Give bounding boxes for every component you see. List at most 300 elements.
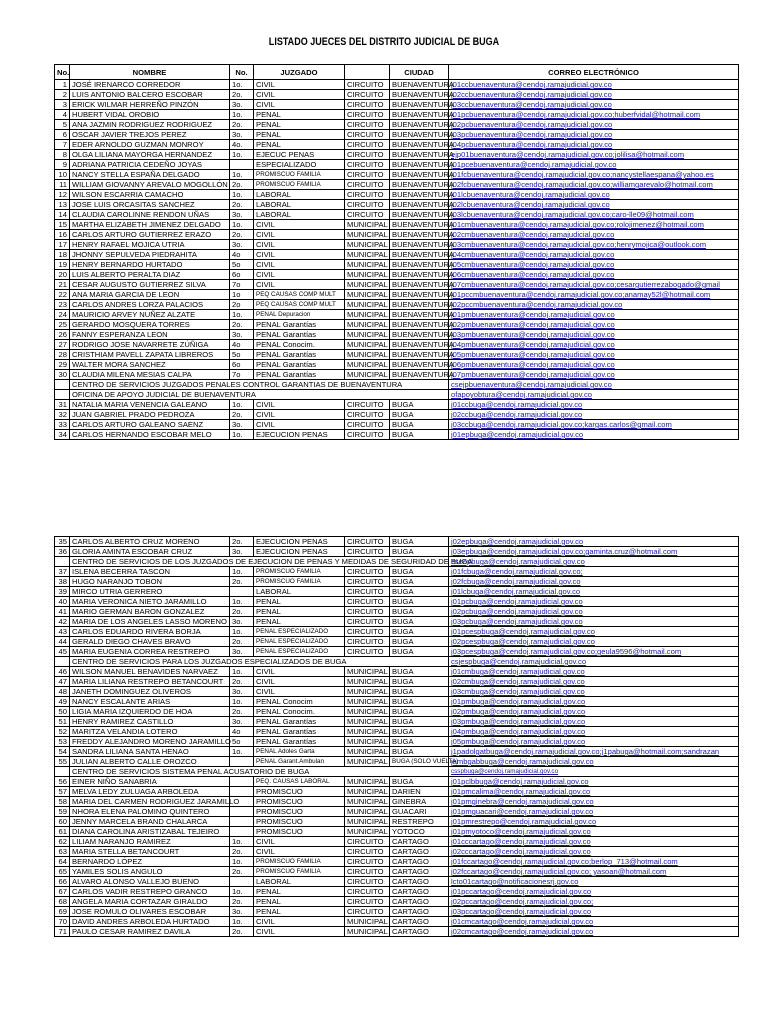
court-type: CIVIL	[254, 250, 345, 260]
judge-name: LILIAM NARANJO RAMIREZ	[70, 837, 230, 847]
email[interactable]: j03ccbuga@cendoj.ramajudicial.gov.co;kargas.carlos@gmail.com	[449, 420, 739, 430]
table-row	[55, 827, 739, 837]
row-number: 33	[55, 420, 70, 430]
email[interactable]: j01fccartago@cendoj.ramajudicial.gov.co;berlop_713@hotmail.com	[449, 857, 739, 867]
court-level: MUNICIPAL	[345, 737, 390, 747]
court-type: CIVIL	[254, 677, 345, 687]
email[interactable]: j02cmbuga@cendoj.ramajudicial.gov.co	[449, 677, 739, 687]
city: BUENAVENTURA	[390, 370, 449, 380]
court-number: 1o.	[230, 567, 254, 577]
city: BUGA	[390, 420, 449, 430]
court-level: CIRCUITO	[345, 190, 390, 200]
row-number: 16	[55, 230, 70, 240]
email[interactable]: j02fccartago@cendoj.ramajudicial.gov.co; yasoan@hotmail.com	[449, 867, 739, 877]
judge-name: HUBERT VIDAL OROBIO	[70, 110, 230, 120]
table-row	[55, 567, 739, 577]
court-level: CIRCUITO	[345, 637, 390, 647]
row-number: 50	[55, 707, 70, 717]
email[interactable]: j01pmginebra@cendoj.ramajudicial.gov.co	[449, 797, 739, 807]
email[interactable]: j01pmbuga@cendoj.ramajudicial.gov.co	[449, 697, 739, 707]
court-type: PROMISCUO FAMILIA	[254, 577, 345, 587]
row-number: 14	[55, 210, 70, 220]
email[interactable]: j01pcbuga@cendoj.ramajudicial.gov.co	[449, 597, 739, 607]
service-center-email[interactable]: cseepbuga@cendoj.ramajudicial.gov.co	[449, 557, 739, 567]
table-row	[55, 817, 739, 827]
judge-name: MARIA LILIANA RESTREPO BETANCOURT	[70, 677, 230, 687]
row-number: 19	[55, 260, 70, 270]
service-center-email[interactable]: csejpbuenaventura@cendoj.ramajudicial.gov.co	[449, 380, 739, 390]
email[interactable]: j02epbuga@cendoj.ramajudicial.gov.co	[449, 537, 739, 547]
email[interactable]: j01cccartago@cendoj.ramajudicial.gov.co	[449, 837, 739, 847]
court-level: MUNICIPAL	[345, 707, 390, 717]
court-type: CIVIL	[254, 240, 345, 250]
email[interactable]: j06cmbuenaventura@cendoj.ramajudicial.gov.co	[449, 270, 739, 280]
city: BUENAVENTURA	[390, 150, 449, 160]
court-number: 2o.	[230, 230, 254, 240]
court-level: CIRCUITO	[345, 100, 390, 110]
court-type: CIVIL	[254, 270, 345, 280]
row-number: 10	[55, 170, 70, 180]
email[interactable]: j01lcbuenaventura@cendoj.ramajudicial.gov.co	[449, 190, 739, 200]
table-row	[55, 907, 739, 917]
city: CARTAGO	[390, 917, 449, 927]
court-number: 1o.	[230, 170, 254, 180]
judge-name: EINER NIÑO SANABRIA	[70, 777, 230, 787]
email[interactable]: j01pccmbuenaventura@cendoj.ramajudicial.gov.co;anamay52l@hotmail.com	[449, 290, 739, 300]
email[interactable]: j01lcbuga@cendoj.ramajudicial.gov.co	[449, 587, 739, 597]
court-type: LABORAL	[254, 190, 345, 200]
header-no: No.	[55, 65, 70, 80]
service-center-email[interactable]: csspbuga@cendoj.ramajudicial.gov.co	[449, 767, 739, 777]
row-number: 39	[55, 587, 70, 597]
court-number: 3o.	[230, 210, 254, 220]
court-number: 1o.	[230, 697, 254, 707]
email[interactable]: j01pmrestrepo@cendoj.ramajudicial.gov.co	[449, 817, 739, 827]
email[interactable]: j02pcbuga@cendoj.ramajudicial.gov.co	[449, 607, 739, 617]
email[interactable]: j01cmbuenaventura@cendoj.ramajudicial.gov.co;rolojimenez@hotmail.com	[449, 220, 739, 230]
table-row	[55, 90, 739, 100]
city: BUENAVENTURA	[390, 240, 449, 250]
email[interactable]: j05cmbuenaventura@cendoj.ramajudicial.gov.co	[449, 260, 739, 270]
court-number: 3o.	[230, 547, 254, 557]
judge-name: WILSON ESCARRIA CAMACHO	[70, 190, 230, 200]
row-number: 70	[55, 917, 70, 927]
court-level: MUNICIPAL	[345, 330, 390, 340]
city: BUGA	[390, 637, 449, 647]
court-number: 3o.	[230, 687, 254, 697]
court-type: CIVIL	[254, 927, 345, 937]
judge-name: YAMILES SOLIS ANGULO	[70, 867, 230, 877]
email[interactable]: j01pcbuenaventura@cendoj.ramajudicial.gov.co;huberfvidal@hotmail.com	[449, 110, 739, 120]
office-label: OFICINA DE APOYO JUDICIAL DE BUENAVENTURA	[70, 390, 449, 400]
court-level: MUNICIPAL	[345, 310, 390, 320]
court-type: PEQ CAUSAS COMP MULT	[254, 300, 345, 310]
email[interactable]: j02fcbuenaventura@cendoj.ramajudicial.gov.co;williamgarevalo@hotmail.com	[449, 180, 739, 190]
court-type: CIVIL	[254, 410, 345, 420]
email[interactable]: j03pcbuenaventura@cendoj.ramajudicial.gov.co	[449, 130, 739, 140]
city: BUGA	[390, 707, 449, 717]
table-row	[55, 270, 739, 280]
judge-name: MARIA DE LOS ANGELES LASSO MORENO	[70, 617, 230, 627]
court-number: 1o.	[230, 597, 254, 607]
court-number: 2o.	[230, 677, 254, 687]
table-row	[55, 200, 739, 210]
email[interactable]: j02ccbuga@cendoj.ramajudicial.gov.co	[449, 410, 739, 420]
city: GINEBRA	[390, 797, 449, 807]
court-number: 1o.	[230, 310, 254, 320]
judge-name: FREDDY ALEJANDRO MORENO JARAMILLO	[70, 737, 230, 747]
court-level: CIRCUITO	[345, 110, 390, 120]
judges-table-part-1	[54, 64, 739, 440]
court-number: 3o.	[230, 100, 254, 110]
judge-name: NANCY STELLA ESPAÑA DELGADO	[70, 170, 230, 180]
judge-name: CLAUDIA CAROLINNE RENDON UÑAS	[70, 210, 230, 220]
row-number: 57	[55, 787, 70, 797]
court-number	[230, 877, 254, 887]
email[interactable]: j03pmbuenaventura@cendoj.ramajudicial.gov.co	[449, 330, 739, 340]
table-row	[55, 707, 739, 717]
row-number: 56	[55, 777, 70, 787]
table-row	[55, 80, 739, 90]
email[interactable]: j02pmbuga@cendoj.ramajudicial.gov.co	[449, 707, 739, 717]
court-number: 1o.	[230, 627, 254, 637]
court-level: MUNICIPAL	[345, 340, 390, 350]
court-number: 4o	[230, 340, 254, 350]
court-number: 1o.	[230, 747, 254, 757]
court-type: PROMISCUO FAMILIA	[254, 180, 345, 190]
judge-name: LUIS ANTONIO BALCERO ESCOBAR	[70, 90, 230, 100]
judge-name: HENRY RAFAEL MOJICA UTRIA	[70, 240, 230, 250]
court-level: MUNICIPAL	[345, 727, 390, 737]
email[interactable]: j02pccmbuenaventura@cendoj.ramajudicial.gov.co	[449, 300, 739, 310]
court-level: CIRCUITO	[345, 160, 390, 170]
header-no-2: No.	[230, 65, 254, 80]
court-level: CIRCUITO	[345, 430, 390, 440]
court-number: 1o	[230, 290, 254, 300]
court-number: 2o.	[230, 847, 254, 857]
table-row	[55, 787, 739, 797]
judge-name: JULIAN ALBERTO CALLE OROZCO	[70, 757, 230, 767]
city: BUENAVENTURA	[390, 270, 449, 280]
court-level: CIRCUITO	[345, 847, 390, 857]
city: BUENAVENTURA	[390, 170, 449, 180]
court-number: 3o.	[230, 420, 254, 430]
court-type: PROMISCUO	[254, 817, 345, 827]
court-type: PENAL Depuracion	[254, 310, 345, 320]
table-row	[55, 637, 739, 647]
city: BUGA (SOLO VUELTA)	[390, 757, 449, 767]
row-number: 61	[55, 827, 70, 837]
email[interactable]: j01ccbuenaventura@cendoj.ramajudicial.gov.co	[449, 80, 739, 90]
table-row	[55, 547, 739, 557]
city: BUENAVENTURA	[390, 100, 449, 110]
table-row	[55, 697, 739, 707]
court-type: CIVIL	[254, 847, 345, 857]
court-type: PENAL ESPECIALIZADO	[254, 647, 345, 657]
judge-name: ANA JAZMIN RODRIGUEZ RODRIGUEZ	[70, 120, 230, 130]
court-level: CIRCUITO	[345, 547, 390, 557]
court-number: 1o.	[230, 150, 254, 160]
court-number	[230, 777, 254, 787]
row-number: 47	[55, 677, 70, 687]
email[interactable]: j02fcbuga@cendoj.ramajudicial.gov.co	[449, 577, 739, 587]
email[interactable]: j04pmbuenaventura@cendoj.ramajudicial.gov.co	[449, 340, 739, 350]
table-row	[55, 627, 739, 637]
email[interactable]: j02cmcartago@cendoj.ramajudicial.gov.co	[449, 927, 739, 937]
service-center-label: CENTRO DE SERVICIOS DE LOS JUZGADOS DE EJECUCION DE PENAS Y MEDIDAS DE SEGURIDAD DE BUGA	[70, 557, 449, 567]
row-number: 46	[55, 667, 70, 677]
email[interactable]: j02lcbuenaventura@cendoj.ramajudicial.gov.co	[449, 200, 739, 210]
court-number: 4o.	[230, 140, 254, 150]
court-level: MUNICIPAL	[345, 717, 390, 727]
city: BUENAVENTURA	[390, 120, 449, 130]
table-row	[55, 170, 739, 180]
city: BUGA	[390, 537, 449, 547]
email[interactable]: j03pcbuga@cendoj.ramajudicial.gov.co	[449, 617, 739, 627]
email[interactable]: ejp01buenaventura@cendoj.ramajudicial.gov.co;jolilisa@hotmail.com	[449, 150, 739, 160]
email[interactable]: j02cccartago@cendoj.ramajudicial.gov.co	[449, 847, 739, 857]
row-number: 54	[55, 747, 70, 757]
table-row	[55, 150, 739, 160]
city: BUENAVENTURA	[390, 140, 449, 150]
email[interactable]: j01ccbuga@cendoj.ramajudicial.gov.co	[449, 400, 739, 410]
row-number: 37	[55, 567, 70, 577]
court-level: CIRCUITO	[345, 210, 390, 220]
email[interactable]: j01epbuga@cendoj.ramajudicial.gov.co	[449, 430, 739, 440]
row-number: 18	[55, 250, 70, 260]
row-number: 59	[55, 807, 70, 817]
court-number: 1o.	[230, 220, 254, 230]
email[interactable]: j01pmcalima@cendoj.ramajudicial.gov.co	[449, 787, 739, 797]
table-row	[55, 180, 739, 190]
city: CARTAGO	[390, 847, 449, 857]
table-row	[55, 717, 739, 727]
row-number: 41	[55, 607, 70, 617]
judge-name: JOSÉ IRENARCO CORREDOR	[70, 80, 230, 90]
city: BUENAVENTURA	[390, 180, 449, 190]
court-type: PENAL	[254, 120, 345, 130]
table-row	[55, 120, 739, 130]
email[interactable]: j05pmbuga@cendoj.ramajudicial.gov.co	[449, 737, 739, 747]
email[interactable]: j01pclbbuga@cendoj.ramajudicial.gov.co	[449, 777, 739, 787]
row-number: 5	[55, 120, 70, 130]
judge-name: CESAR AUGUSTO GUTIERREZ SILVA	[70, 280, 230, 290]
judge-name: ERICK WILMAR HERREÑO PINZÓN	[70, 100, 230, 110]
table-row	[55, 230, 739, 240]
email[interactable]: lcto01cartago@notificacionesrj.gov.co	[449, 877, 739, 887]
court-type: PENAL	[254, 887, 345, 897]
email[interactable]: j01pcespbuga@cendoj.ramajudicial.gov.co	[449, 627, 739, 637]
row-number: 40	[55, 597, 70, 607]
judge-name: GERARDO MOSQUERA TORRES	[70, 320, 230, 330]
email[interactable]: j01pmyotoco@cendoj.ramajudicial.gov.co	[449, 827, 739, 837]
court-number: 4o	[230, 727, 254, 737]
email[interactable]: j02pcbuenaventura@cendoj.ramajudicial.gov.co	[449, 120, 739, 130]
court-type: LABORAL	[254, 587, 345, 597]
email[interactable]: j03lcbuenaventura@cendoj.ramajudicial.gov.co;caro-lle09@hotmail.com	[449, 210, 739, 220]
email[interactable]: j03ccbuenaventura@cendoj.ramajudicial.gov.co	[449, 100, 739, 110]
city: BUENAVENTURA	[390, 350, 449, 360]
city: BUGA	[390, 547, 449, 557]
email[interactable]: j03epbuga@cendoj.ramajudicial.gov.co;gaminta.cruz@hotmail.com	[449, 547, 739, 557]
city: BUGA	[390, 567, 449, 577]
city: CARTAGO	[390, 867, 449, 877]
judge-name: RODRIGO JOSE NAVARRETE ZÚÑIGA	[70, 340, 230, 350]
court-number: 5o	[230, 737, 254, 747]
table-row	[55, 160, 739, 170]
email[interactable]: j04pcbuenaventura@cendoj.ramajudicial.gov.co	[449, 140, 739, 150]
document-title: LISTADO JUECES DEL DISTRITO JUDICIAL DE BUGA	[268, 36, 500, 48]
row-number: 52	[55, 727, 70, 737]
city: DARIEN	[390, 787, 449, 797]
court-level: MUNICIPAL	[345, 697, 390, 707]
email[interactable]: j03pccartago@cendoj.ramajudicial.gov.co	[449, 907, 739, 917]
email[interactable]: j03pcespbuga@cendoj.ramajudicial.gov.co;geula9596@hotmail.com	[449, 647, 739, 657]
office-email[interactable]: ofapoyobtura@cendoj.ramajudicial.gov.co	[449, 390, 739, 400]
email[interactable]: j06pmbuenaventura@cendoj.ramajudicial.gov.co	[449, 360, 739, 370]
table-row	[55, 290, 739, 300]
court-type: LABORAL	[254, 877, 345, 887]
email[interactable]: j01pmguacari@cendoj.ramajudicial.gov.co	[449, 807, 739, 817]
judge-name: ANA MARIA GARCIA DE LEON	[70, 290, 230, 300]
judge-name: OLGA LILIANA MAYORGA HERNANDEZ	[70, 150, 230, 160]
email[interactable]: j07pmbuenaventura@cendoj.ramajudicial.gov.co	[449, 370, 739, 380]
court-type: PROMISCUO	[254, 787, 345, 797]
service-center-label: CENTRO DE SERVICIOS SISTEMA PENAL ACUSATORIO DE BUGA	[70, 767, 449, 777]
city: BUENAVENTURA	[390, 330, 449, 340]
email[interactable]: j1padolgatbuga@cendoj.ramajudicial.gov.co;j1pabuga@hotmail.com;sandrazan	[449, 747, 739, 757]
row-number: 43	[55, 627, 70, 637]
table-row	[55, 340, 739, 350]
court-number	[230, 817, 254, 827]
email[interactable]: jambgabbuga@cendoj.ramajudicial.gov.co	[449, 757, 739, 767]
email[interactable]: j01fcbuga@cendoj.ramajudicial.gov.co;	[449, 567, 739, 577]
row-number: 67	[55, 887, 70, 897]
email[interactable]: j01cmbuga@cendoj.ramajudicial.gov.co	[449, 667, 739, 677]
judge-name: ALVARO ALONSO VALLEJO BUENO	[70, 877, 230, 887]
table-row	[55, 747, 739, 757]
court-number: 6o	[230, 360, 254, 370]
table-row	[55, 877, 739, 887]
row-number: 42	[55, 617, 70, 627]
judge-name: CARLOS ARTURO GUTIERREZ ERAZO	[70, 230, 230, 240]
table-row	[55, 360, 739, 370]
court-type: EJECUCION PENAS	[254, 547, 345, 557]
email[interactable]: j01cmcartago@cendoj.ramajudicial.gov.co	[449, 917, 739, 927]
table-row	[55, 617, 739, 627]
email[interactable]: j01fcbuenaventura@cendoj.ramajudicial.gov.co;nancystellaespana@yahoo.es	[449, 170, 739, 180]
email[interactable]: j03cmbuga@cendoj.ramajudicial.gov.co	[449, 687, 739, 697]
email[interactable]: j02pmbuenaventura@cendoj.ramajudicial.gov.co	[449, 320, 739, 330]
court-type: PROMISCUO FAMILIA	[254, 170, 345, 180]
court-number: 1o.	[230, 917, 254, 927]
table-row	[55, 687, 739, 697]
email[interactable]: j05pmbuenaventura@cendoj.ramajudicial.gov.co	[449, 350, 739, 360]
service-center-email[interactable]: csjespbuga@cendoj.ramajudicial.gov.co	[449, 657, 739, 667]
court-type: PENAL	[254, 110, 345, 120]
judge-name: HENRY RAMIREZ CASTILLO	[70, 717, 230, 727]
email[interactable]: j02pcespbuga@cendoj.ramajudicial.gov.co	[449, 637, 739, 647]
email[interactable]: j01pccartago@cendoj.ramajudicial.gov.co	[449, 887, 739, 897]
judge-name: CARLOS HERNANDO ESCOBAR MELO	[70, 430, 230, 440]
table-row	[55, 140, 739, 150]
court-level: CIRCUITO	[345, 537, 390, 547]
court-type: PROMISCUO FAMILIA	[254, 567, 345, 577]
judge-name: DIANA CAROLINA ARISTIZABAL TEJEIRO	[70, 827, 230, 837]
judge-name: CRISTHIAM PAVELL ZAPATA LIBREROS	[70, 350, 230, 360]
email[interactable]: j01pmbuenaventura@cendoj.ramajudicial.gov.co	[449, 310, 739, 320]
court-type: PENAL	[254, 130, 345, 140]
city: BUGA	[390, 607, 449, 617]
court-number	[230, 827, 254, 837]
table-row	[55, 727, 739, 737]
city: BUGA	[390, 667, 449, 677]
city: CARTAGO	[390, 877, 449, 887]
court-number: 2o.	[230, 927, 254, 937]
court-level: MUNICIPAL	[345, 677, 390, 687]
email[interactable]: j02ccbuenaventura@cendoj.ramajudicial.gov.co	[449, 90, 739, 100]
judge-name: MARIO GERMAN BARON GONZALEZ	[70, 607, 230, 617]
court-number: 1o.	[230, 110, 254, 120]
court-level: MUNICIPAL	[345, 280, 390, 290]
city: BUGA	[390, 697, 449, 707]
court-level: CIRCUITO	[345, 420, 390, 430]
court-level: CIRCUITO	[345, 140, 390, 150]
email[interactable]: j03cmbuenaventura@cendoj.ramajudicial.gov.co;henrymojica@outlook.com	[449, 240, 739, 250]
court-level: CIRCUITO	[345, 587, 390, 597]
court-level: MUNICIPAL	[345, 757, 390, 767]
city: BUENAVENTURA	[390, 220, 449, 230]
email[interactable]: j02cmbuenaventura@cendoj.ramajudicial.gov.co	[449, 230, 739, 240]
court-number: 1o.	[230, 190, 254, 200]
court-level: MUNICIPAL	[345, 290, 390, 300]
court-number	[230, 757, 254, 767]
court-number: 2o.	[230, 320, 254, 330]
court-type: LABORAL	[254, 200, 345, 210]
court-type: PENAL	[254, 607, 345, 617]
judge-name: JENNY MARCELA BRAND CHALARCA	[70, 817, 230, 827]
judge-name: FANNY ESPERANZA LEON	[70, 330, 230, 340]
judge-name: HUGO NARANJO TOBON	[70, 577, 230, 587]
email[interactable]: j07cmbuenaventura@cendoj.ramajudicial.gov.co;cesargutierrezabogado@gmail	[449, 280, 739, 290]
row-number: 63	[55, 847, 70, 857]
row-number: 64	[55, 857, 70, 867]
court-type: PENAL	[254, 140, 345, 150]
city: BUGA	[390, 727, 449, 737]
city: BUGA	[390, 617, 449, 627]
city: BUGA	[390, 677, 449, 687]
judge-name: MARIA STELLA BETANCOURT	[70, 847, 230, 857]
court-number: 1o.	[230, 80, 254, 90]
email[interactable]: j04pmbuga@cendoj.ramajudicial.gov.co	[449, 727, 739, 737]
table-row	[55, 887, 739, 897]
email[interactable]: j02pccartago@cendoj.ramajudicial.gov.co;	[449, 897, 739, 907]
table-row	[55, 757, 739, 767]
city: BUENAVENTURA	[390, 110, 449, 120]
court-number: 2o.	[230, 120, 254, 130]
email[interactable]: j01pcebuenaventura@cendoj.ramajudicial.gov.co	[449, 160, 739, 170]
court-level: MUNICIPAL	[345, 230, 390, 240]
court-number: 2o.	[230, 637, 254, 647]
email[interactable]: j03pmbuga@cendoj.ramajudicial.gov.co	[449, 717, 739, 727]
court-type: CIVIL	[254, 100, 345, 110]
table-row	[55, 847, 739, 857]
row-number: 9	[55, 160, 70, 170]
city: BUENAVENTURA	[390, 300, 449, 310]
court-level: MUNICIPAL	[345, 360, 390, 370]
email[interactable]: j04cmbuenaventura@cendoj.ramajudicial.gov.co	[449, 250, 739, 260]
judge-name: PAULO CESAR RAMIREZ DAVILA	[70, 927, 230, 937]
